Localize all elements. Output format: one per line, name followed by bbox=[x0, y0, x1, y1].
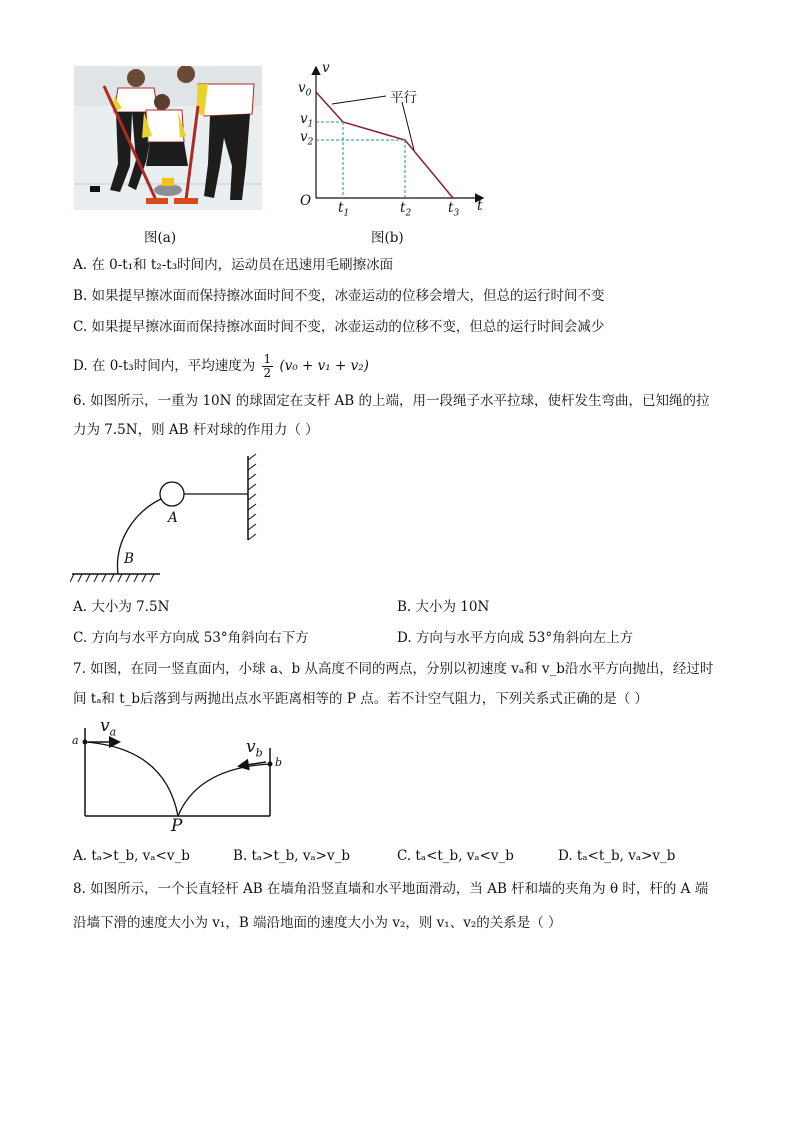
vb-label: $v_b$ bbox=[246, 737, 263, 760]
parallel-label: 平行 bbox=[390, 90, 417, 106]
q5-option-a: A. 在 0-t₁和 t₂-t₃时间内，运动员在迅速用毛刷擦冰面 bbox=[73, 257, 394, 273]
q6-stem-line1: 6. 如图所示，一重为 10N 的球固定在支杆 AB 的上端，用一段绳子水平拉球，使杆发生弯曲，已知绳的拉 bbox=[73, 393, 710, 409]
velocity-curve bbox=[316, 92, 453, 198]
vt-graph bbox=[290, 58, 490, 228]
q6-option-a: A. 大小为 7.5N bbox=[73, 599, 170, 615]
point-b-label: B bbox=[124, 551, 134, 567]
ball bbox=[160, 482, 184, 506]
origin-label: O bbox=[300, 193, 312, 209]
q6-option-d: D. 方向与水平方向成 53°角斜向左上方 bbox=[397, 630, 634, 646]
v1-label: $v_1$ bbox=[300, 111, 314, 130]
figure-b-caption: 图(b) bbox=[371, 230, 404, 246]
point-a-label: A bbox=[168, 510, 178, 526]
ball-a-label: a bbox=[72, 734, 79, 747]
wall-hatch bbox=[248, 454, 256, 540]
curling-photo bbox=[74, 66, 262, 210]
q6-option-c: C. 方向与水平方向成 53°角斜向右下方 bbox=[73, 630, 309, 646]
ball-a bbox=[83, 740, 88, 745]
curling-photo-drawing bbox=[74, 66, 262, 210]
ball-b bbox=[268, 762, 273, 767]
q7-option-d: D. tₐ<t_b, vₐ>v_b bbox=[558, 848, 676, 864]
q6-option-b: B. 大小为 10N bbox=[397, 599, 490, 615]
v2-label: $v_2$ bbox=[300, 129, 314, 148]
q8-stem-line1: 8. 如图所示，一个长直轻杆 AB 在墙角沿竖直墙和水平地面滑动，当 AB 杆和墙的夹角为 θ 时，杆的 A 端 bbox=[73, 881, 709, 897]
t-axis-label: t bbox=[477, 198, 483, 214]
figure-a-caption: 图(a) bbox=[144, 230, 177, 246]
trajectory-a bbox=[85, 742, 178, 816]
v0-label: $v_0$ bbox=[298, 80, 312, 99]
q7-option-b: B. tₐ>t_b, vₐ>v_b bbox=[233, 848, 351, 864]
t2-label: $t_2$ bbox=[400, 200, 412, 219]
va-label: $v_a$ bbox=[100, 716, 117, 739]
t1-label: $t_1$ bbox=[338, 200, 350, 219]
v-axis-label: v bbox=[322, 60, 330, 76]
q7-stem-line2: 间 tₐ和 t_b后落到与两抛出点水平距离相等的 P 点。若不计空气阻力，下列关系式正确的是（ ） bbox=[73, 691, 648, 707]
q8-stem-line2: 沿墙下滑的速度大小为 v₁，B 端沿地面的速度大小为 v₂，则 v₁、v₂的关系是（ ） bbox=[73, 915, 562, 931]
parallel-pointer-1 bbox=[332, 96, 386, 104]
q7-option-a: A. tₐ>t_b, vₐ<v_b bbox=[73, 848, 190, 864]
q7-option-c: C. tₐ<t_b, vₐ<v_b bbox=[397, 848, 514, 864]
ball-b-label: b bbox=[275, 756, 283, 769]
q5-option-d: D. 在 0-t₃时间内，平均速度为 $\frac{1}{2}$ (v₀ + v₁ + v₂) bbox=[73, 352, 369, 380]
fraction: $\frac{1}{2}$ bbox=[263, 352, 272, 380]
point-p-label: P bbox=[171, 816, 183, 836]
t3-label: $t_3$ bbox=[448, 200, 460, 219]
q5-option-b: B. 如果提早擦冰面而保持擦冰面时间不变，冰壶运动的位移会增大，但总的运行时间不变 bbox=[73, 288, 605, 304]
trajectory-b bbox=[178, 764, 270, 816]
q6-stem-line2: 力为 7.5N，则 AB 杆对球的作用力（ ） bbox=[73, 422, 319, 438]
ground-hatch bbox=[70, 574, 154, 582]
q5-option-c: C. 如果提早擦冰面而保持擦冰面时间不变，冰壶运动的位移不变，但总的运行时间会减少 bbox=[73, 319, 605, 335]
q7-stem-line1: 7. 如图，在同一竖直面内，小球 a、b 从高度不同的两点，分别以初速度 vₐ和 v_b沿水平方向抛出，经过时 bbox=[73, 661, 714, 677]
